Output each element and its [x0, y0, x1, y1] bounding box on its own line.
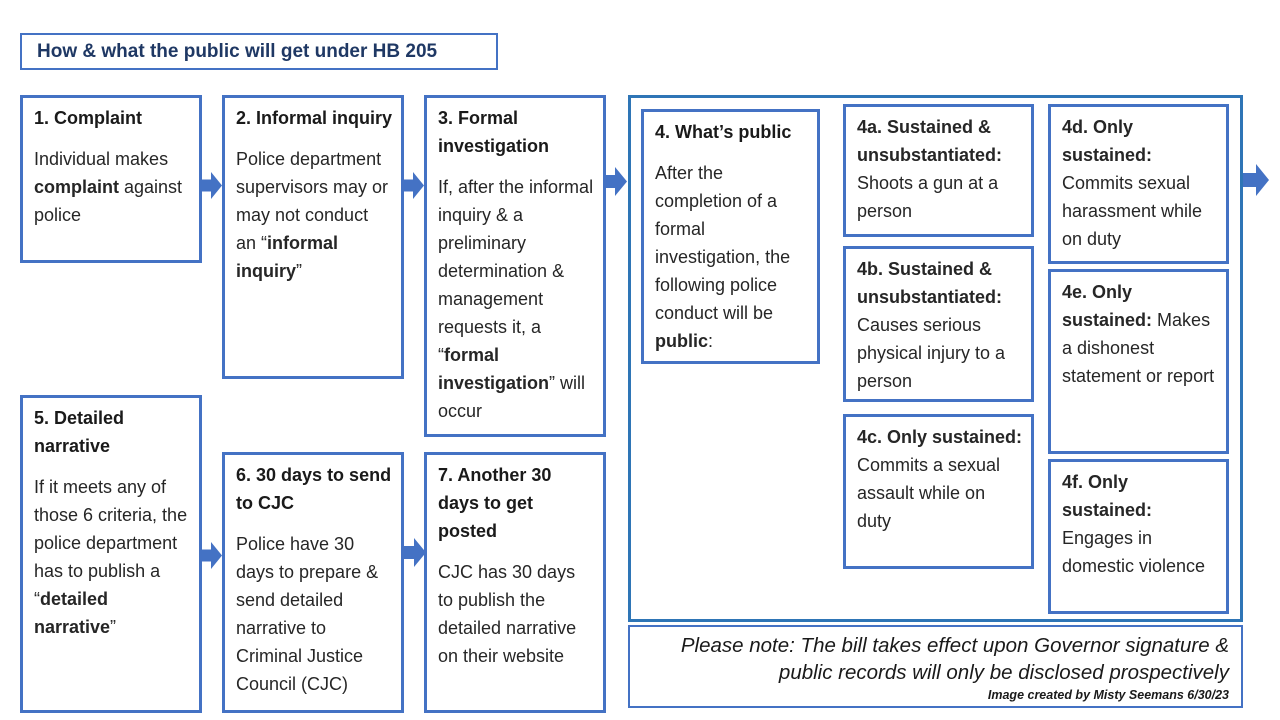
box-step5-body [34, 473, 191, 641]
diagram-title-box [20, 33, 498, 70]
box-step2-heading: 2. Informal inquiry [236, 108, 393, 128]
box-criterion-4b [843, 246, 1034, 402]
box-4e-text [1062, 278, 1218, 390]
box-4a-text [857, 113, 1023, 225]
box-step2-informal-inquiry [222, 95, 404, 379]
text-segment: ” [296, 261, 303, 281]
note-text: Please note: The bill takes effect upon Governor signature & public records will only be disclosed prospectively [680, 634, 1229, 684]
arrow-step6-to-step7 [402, 538, 426, 567]
arrow-step4-to-step5 [1243, 164, 1269, 196]
box-criterion-4c [843, 414, 1034, 569]
text-segment: : [708, 331, 714, 351]
text-segment: If, after the informal inquiry & a preliminary determination & management requests it, a “ [438, 177, 594, 365]
box-criterion-4e [1048, 269, 1229, 454]
box-step7-get-posted [424, 452, 606, 713]
text-segment: After the completion of a formal investigation, the following police conduct will be [655, 163, 791, 323]
image-credit: Image created by Misty Seemans 6/30/23 [987, 688, 1229, 702]
criterion-text: Makes a dishonest statement or report [1062, 310, 1215, 386]
box-step3-formal-investigation [424, 95, 606, 437]
criterion-label: 4a. Sustained & unsubstantiated: [857, 117, 1003, 165]
text-segment: ” [110, 617, 117, 637]
criterion-text: Shoots a gun at a person [857, 173, 999, 221]
criterion-label: 4c. Only sustained: [857, 427, 1023, 447]
box-4c-text [857, 423, 1023, 535]
right-arrow-icon [402, 172, 424, 199]
right-arrow-icon [200, 542, 222, 569]
box-step7-heading: 7. Another 30 days to get posted [438, 465, 552, 541]
criterion-label: 4b. Sustained & unsubstantiated: [857, 259, 1003, 307]
box-step3-heading: 3. Formal investigation [438, 108, 550, 156]
box-step4-heading: 4. What’s public [655, 122, 792, 142]
right-arrow-icon [1243, 164, 1269, 196]
diagram-title: How & what the public will get under HB 205 [37, 40, 438, 62]
text-segment: Individual makes [34, 149, 169, 169]
text-segment: Police department supervisors may or may not conduct an “ [236, 149, 389, 253]
box-step6-heading: 6. 30 days to send to CJC [236, 465, 392, 513]
box-step4-body [655, 159, 809, 355]
box-step6-send-to-cjc [222, 452, 404, 713]
text-segment-bold: formal investigation [438, 345, 550, 393]
criterion-label: 4f. Only sustained: [1062, 472, 1153, 520]
text-segment-bold: complaint [34, 177, 120, 197]
right-arrow-icon [603, 167, 627, 196]
box-step7-body: CJC has 30 days to publish the detailed narrative on their website [438, 562, 577, 666]
box-step5-detailed-narrative [20, 395, 202, 713]
text-segment-bold: informal inquiry [236, 233, 339, 281]
box-step1-complaint [20, 95, 202, 263]
text-segment: ” will occur [438, 373, 586, 421]
box-4b-text [857, 255, 1023, 395]
criterion-text: Commits sexual harassment while on duty [1062, 173, 1203, 249]
box-criterion-4f [1048, 459, 1229, 614]
text-segment: If it meets any of those 6 criteria, the police department has to publish a “ [34, 477, 188, 609]
arrow-step5-to-step6 [200, 542, 222, 569]
box-step3-body [438, 173, 595, 425]
box-4d-text [1062, 113, 1218, 253]
arrow-step3-to-step4 [603, 167, 627, 196]
criterion-text: Engages in domestic violence [1062, 528, 1206, 576]
box-criterion-4d [1048, 104, 1229, 264]
note-box [628, 625, 1243, 708]
text-segment-bold: public [655, 331, 708, 351]
arrow-step2-to-step3 [402, 172, 424, 199]
arrow-step1-to-step2 [200, 172, 222, 199]
box-step4-whats-public [641, 109, 820, 364]
box-4f-text [1062, 468, 1218, 580]
box-step6-body: Police have 30 days to prepare & send detailed narrative to Criminal Justice Council (CJC) [236, 534, 379, 694]
criterion-label: 4e. Only sustained: [1062, 282, 1153, 330]
right-arrow-icon [200, 172, 222, 199]
text-segment: against police [34, 177, 183, 225]
box-step5-heading: 5. Detailed narrative [34, 408, 125, 456]
criterion-label: 4d. Only sustained: [1062, 117, 1153, 165]
box-step1-body [34, 145, 191, 229]
box-step1-heading: 1. Complaint [34, 108, 143, 128]
criterion-text: Commits a sexual assault while on duty [857, 455, 1001, 531]
box-criterion-4a [843, 104, 1034, 237]
text-segment-bold: detailed narrative [34, 589, 111, 637]
box-step2-body [236, 145, 393, 285]
right-arrow-icon [402, 538, 426, 567]
criterion-text: Causes serious physical injury to a person [857, 315, 1006, 391]
